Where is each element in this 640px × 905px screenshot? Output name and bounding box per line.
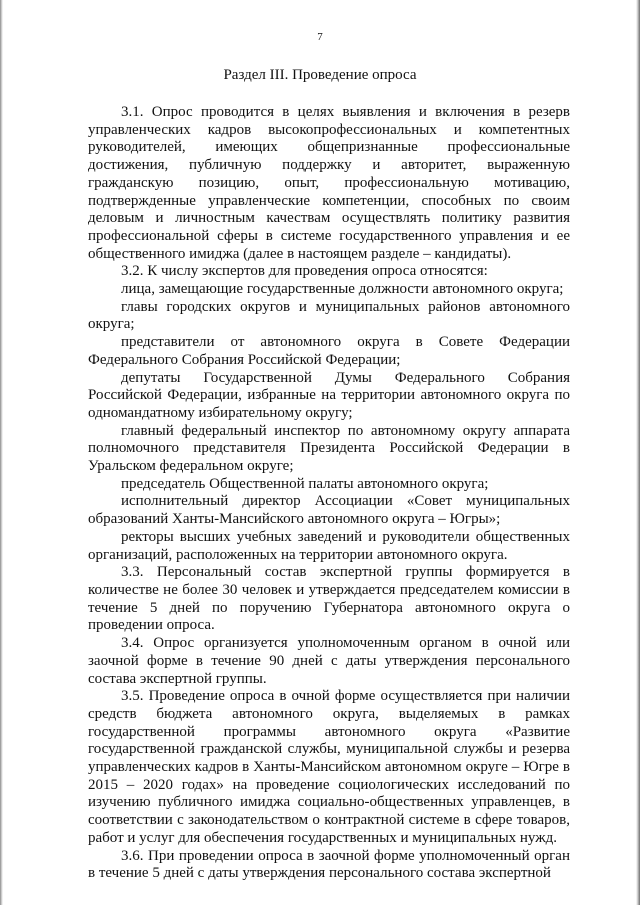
document-body [88,104,570,883]
page-number: 7 [317,31,323,43]
paragraph-3-6: 3.6. При проведении опроса в заочной форме уполномоченный орган в течение 5 дней с даты утверждения персонального состава экспертной [88,847,570,882]
paragraph-3-3: 3.3. Персональный состав экспертной группы формируется в количестве не более 30 человек и утверждается председателем комиссии в течение 5 дней по поручению Губернатора автономного округа о проведении опроса. [88,564,570,634]
scan-edge-left [0,0,3,905]
paragraph-3-4: 3.4. Опрос организуется уполномоченным органом в очной или заочной форме в течение 90 дней с даты утверждения персонального состава экспертной группы. [88,635,570,687]
paragraph-3-5: 3.5. Проведение опроса в очной форме осуществляется при наличии средств бюджета автономного округа, выделяемых в рамках государственной программы автономного округа «Развитие государственной гражданской службы, муниципальной службы и резерва управленческих кадров в Ханты-Мансийском автономном округе – Югре в 2015 – 2020 годах» на проведение социологических исследований по изучению публичного имиджа социально-общественных управленцев, в соответствии с законодательством о контрактной системе в сфере товаров, работ и услуг для обеспечения государственных и муниципальных нужд. [88,688,570,846]
paragraph-3-1: 3.1. Опрос проводится в целях выявления и включения в резерв управленческих кадров высокопрофессиональных и компетентных руководителей, имеющих общепризнанные профессиональные достижения, публичную поддержку и авторитет, выраженную гражданскую позицию, опыт, профессиональную мотивацию, подтвержденные управленческие компетенции, способных по своим деловым и личностным качествам осуществлять политику развития профессиональной сферы в системе государственного управления и ее общественного имиджа (далее в настоящем разделе – кандидаты). [88,104,570,262]
scan-edge-right [636,0,640,905]
section-title: Раздел III. Проведение опроса [223,67,417,83]
expert-item-federal-inspector: главный федеральный инспектор по автономному округу аппарата полномочного представителя Президента Российской Федерации в Уральском федеральном округе; [88,422,570,475]
expert-item-association-director: исполнительный директор Ассоциации «Совет муниципальных образований Ханты-Мансийского автономного округа – Югры»; [88,493,570,528]
expert-item-officials: лица, замещающие государственные должности автономного округа; [121,281,564,298]
expert-item-duma-deputies: депутаты Государственной Думы Федерального Собрания Российской Федерации, избранные на территории автономного округа по одномандатному избирательному округу; [88,369,570,421]
expert-item-federation-council: представители от автономного округа в Совете Федерации Федерального Собрания Российской Федерации; [88,334,570,368]
expert-item-public-chamber: председатель Общественной палаты автономного округа; [121,475,489,492]
expert-item-rectors: ректоры высших учебных заведений и руководители общественных организаций, расположенных на территории автономного округа. [88,528,570,563]
expert-item-heads: главы городских округов и муниципальных районов автономного округа; [88,298,570,333]
paragraph-3-2: 3.2. К числу экспертов для проведения опроса относятся: [121,263,488,280]
